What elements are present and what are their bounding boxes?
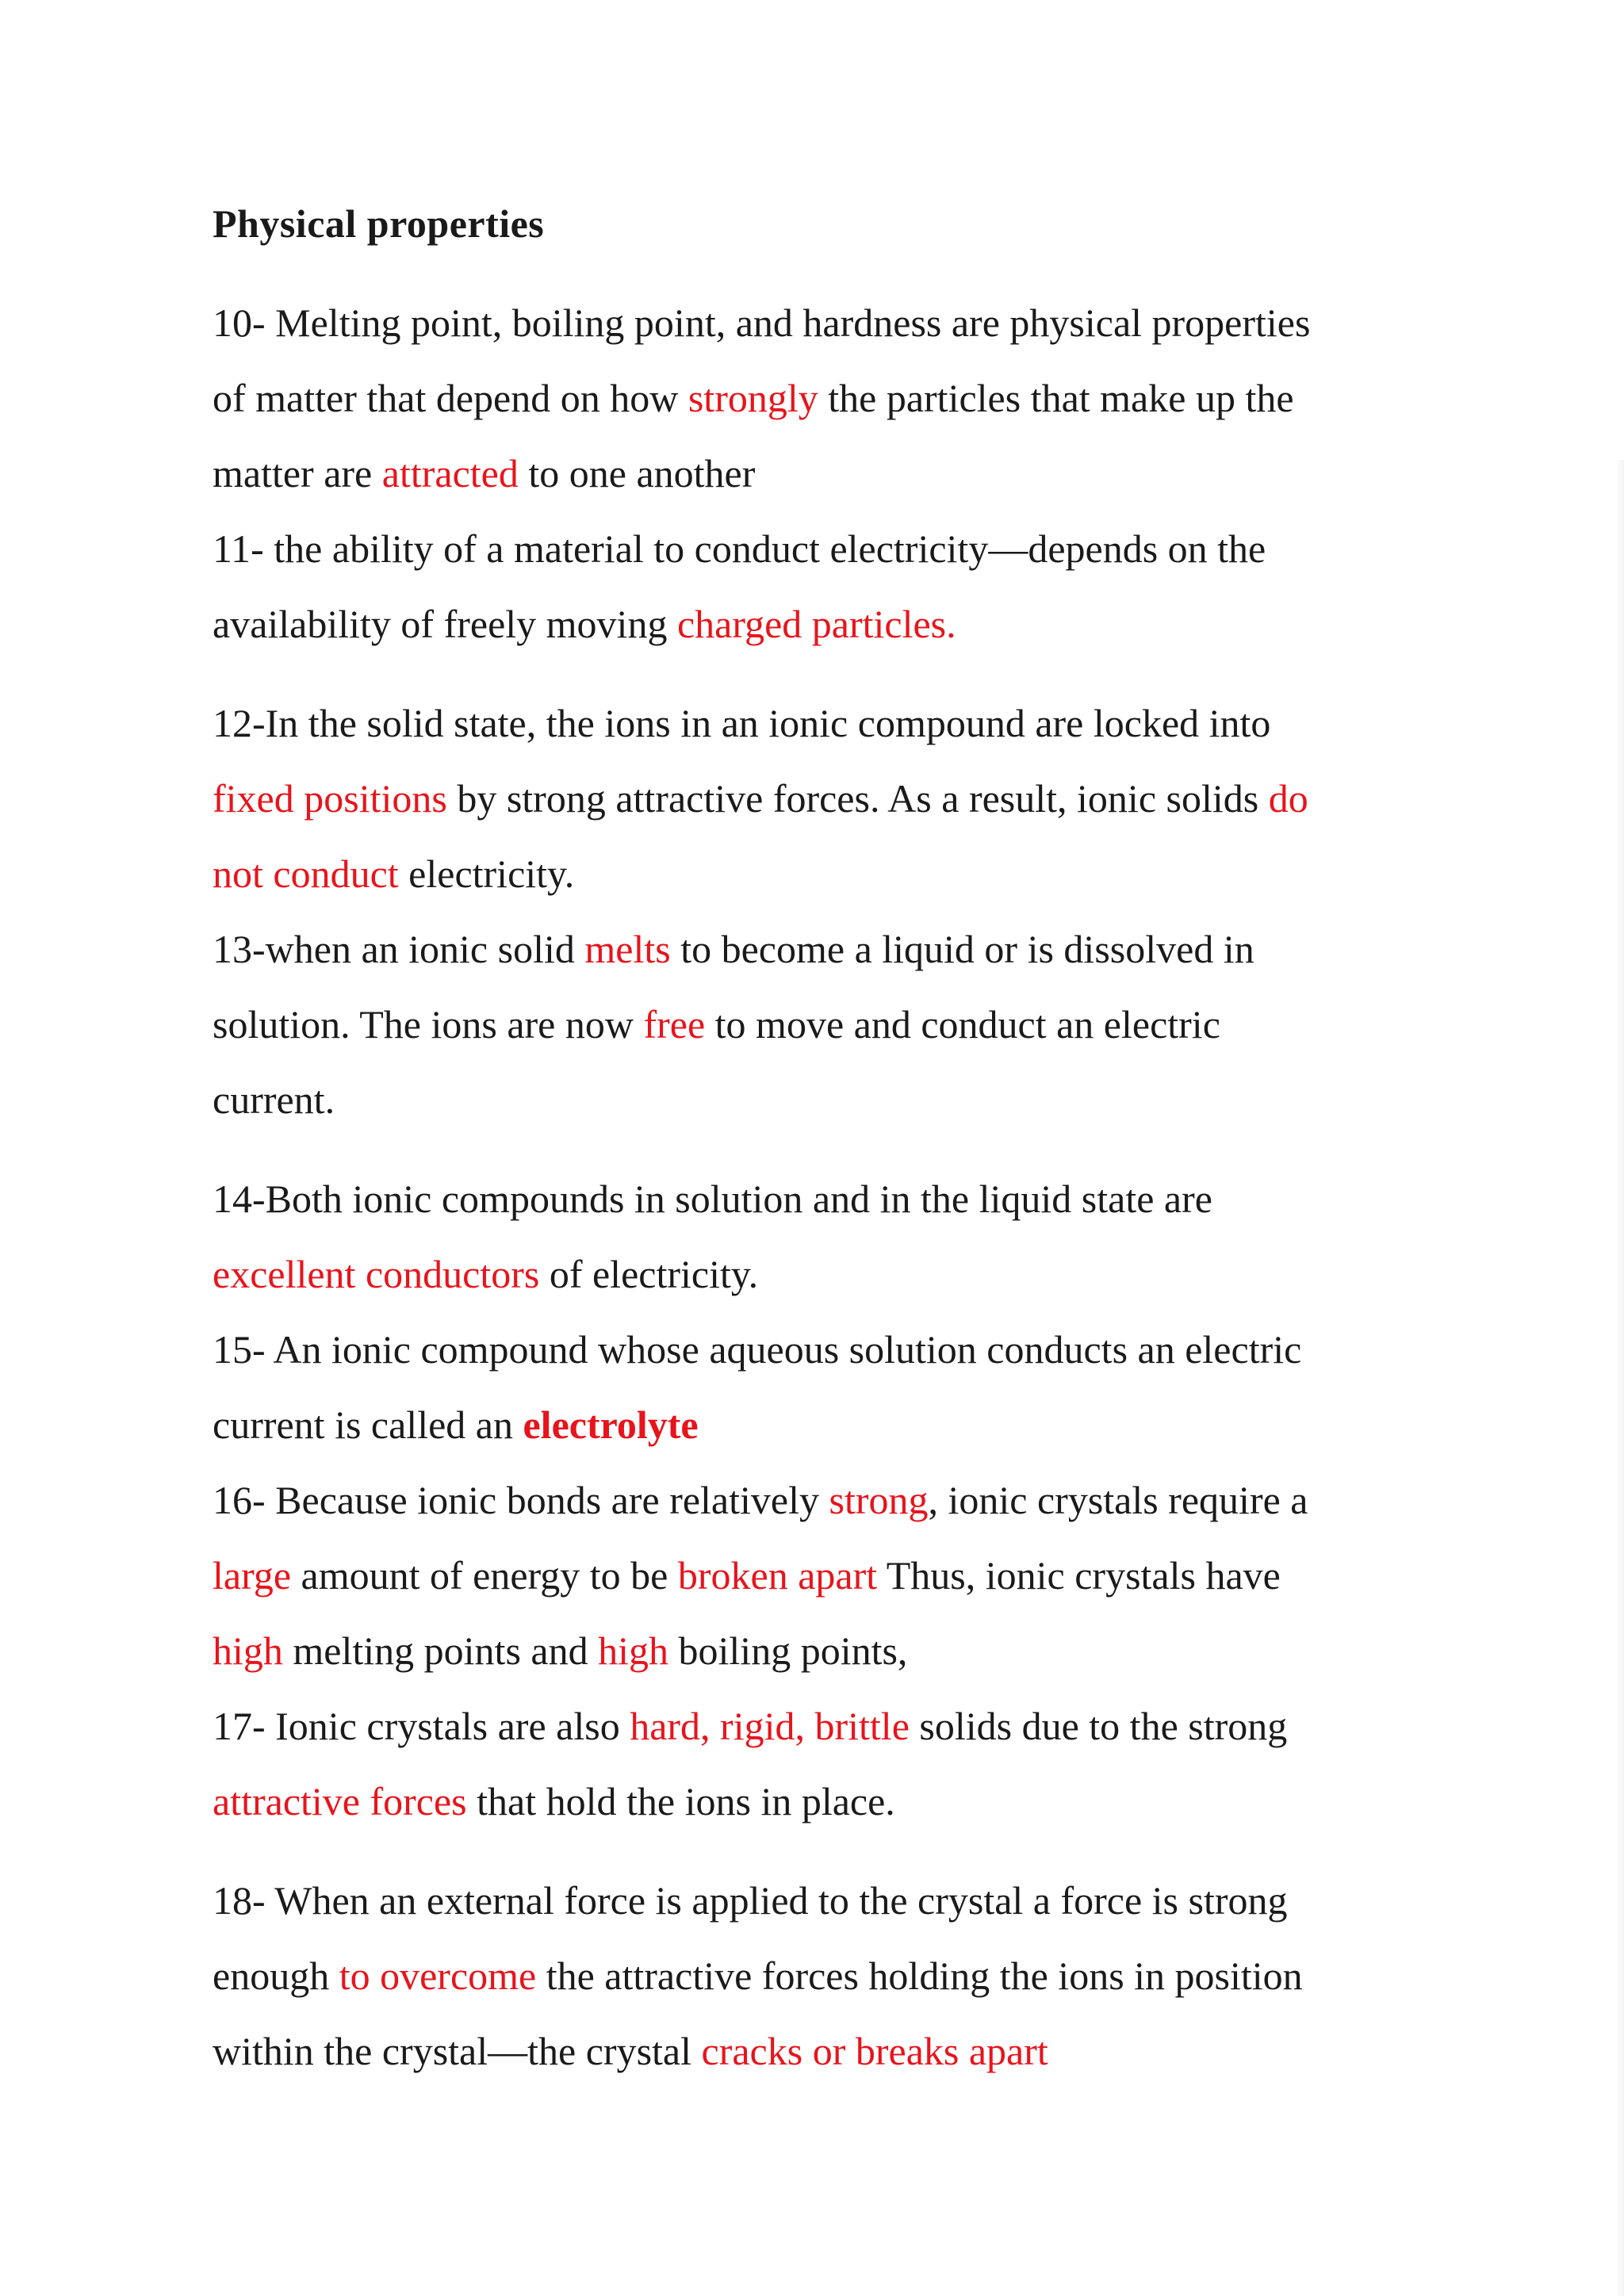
text-segment: electricity. (398, 851, 575, 896)
text-segment: 10- Melting point, boiling point, and hardness are physical properties (213, 300, 1311, 345)
text-segment: 18- When an external force is applied to the crystal a force is strong (213, 1878, 1288, 1923)
text-line (213, 1324, 1301, 1375)
text-segment: boiling points, (668, 1628, 908, 1673)
highlighted-term: free (643, 1002, 706, 1047)
highlighted-term: high (598, 1628, 669, 1673)
highlighted-term: cracks or breaks apart (701, 2029, 1048, 2073)
text-line (213, 1950, 1303, 2001)
text-line (213, 1701, 1287, 1751)
text-segment: availability of freely moving (213, 602, 677, 646)
highlighted-term: high (213, 1628, 283, 1673)
text-line (213, 924, 1254, 974)
text-line (213, 2026, 1048, 2076)
text-line (213, 1074, 335, 1125)
text-segment: of electricity. (539, 1252, 759, 1296)
text-line (213, 1776, 895, 1827)
text-segment: by strong attractive forces. As a result, ionic solids (446, 776, 1269, 821)
text-segment: solids due to the strong (909, 1704, 1288, 1748)
text-segment: melting points and (282, 1628, 599, 1673)
text-segment: , ionic crystals require a (928, 1478, 1308, 1522)
text-line (213, 999, 1220, 1050)
highlighted-term: strongly (688, 376, 818, 420)
text-line (213, 297, 1310, 348)
text-segment: 11- the ability of a material to conduct electricity—depends on the (213, 526, 1266, 571)
text-segment: the attractive forces holding the ions in position (536, 1954, 1303, 1998)
highlighted-term: broken apart (677, 1553, 878, 1598)
text-line (213, 848, 574, 899)
highlighted-term: attracted (381, 451, 519, 496)
highlighted-term: hard, rigid, brittle (630, 1704, 910, 1748)
text-segment: 17- Ionic crystals are also (213, 1704, 630, 1748)
text-line (213, 1173, 1212, 1224)
highlighted-term: charged particles. (676, 602, 956, 646)
text-segment: Thus, ionic crystals have (877, 1553, 1281, 1598)
text-segment: of matter that depend on how (213, 376, 688, 420)
text-line (213, 599, 956, 649)
highlighted-term: attractive forces (213, 1779, 467, 1823)
text-segment: amount of energy to be (291, 1553, 678, 1598)
text-line (213, 1249, 758, 1299)
highlighted-term: fixed positions (213, 776, 447, 821)
text-segment: that hold the ions in place. (466, 1779, 895, 1823)
text-segment: to become a liquid or is dissolved in (670, 927, 1254, 971)
text-segment: solution. The ions are now (213, 1002, 644, 1047)
highlighted-term: excellent conductors (213, 1252, 540, 1296)
text-line (213, 1475, 1308, 1525)
text-segment: to one another (518, 451, 756, 496)
page-heading: Physical properties (213, 201, 545, 246)
highlighted-term: large (213, 1553, 292, 1598)
text-segment: the particles that make up the (818, 376, 1294, 420)
text-segment: to move and conduct an electric (705, 1002, 1220, 1047)
text-segment: 13-when an ionic solid (213, 927, 585, 971)
highlighted-term: to overcome (339, 1954, 537, 1998)
text-segment: 14-Both ionic compounds in solution and in the liquid state are (213, 1177, 1212, 1221)
highlighted-term: melts (584, 927, 671, 971)
text-line (213, 373, 1294, 423)
highlighted-term: strong (829, 1478, 929, 1522)
text-line (213, 698, 1270, 748)
highlighted-term: electrolyte (523, 1402, 699, 1447)
text-line (213, 773, 1308, 824)
highlighted-term: not conduct (213, 851, 399, 896)
text-segment: matter are (213, 451, 382, 496)
text-segment: within the crystal—the crystal (213, 2029, 702, 2073)
text-line (213, 1550, 1281, 1601)
text-segment: enough (213, 1954, 339, 1998)
text-segment: 15- An ionic compound whose aqueous solution conducts an electric (213, 1327, 1302, 1372)
highlighted-term: do (1268, 776, 1308, 821)
text-line (213, 1399, 699, 1450)
text-segment: 16- Because ionic bonds are relatively (213, 1478, 829, 1522)
text-segment: current is called an (213, 1402, 523, 1447)
page-edge-shadow (1614, 460, 1624, 2296)
text-segment: current. (213, 1077, 335, 1122)
text-line (213, 1625, 907, 1676)
text-segment: 12-In the solid state, the ions in an ionic compound are locked into (213, 701, 1271, 745)
text-line (213, 1875, 1288, 1926)
text-line (213, 448, 755, 499)
text-line (213, 523, 1266, 574)
